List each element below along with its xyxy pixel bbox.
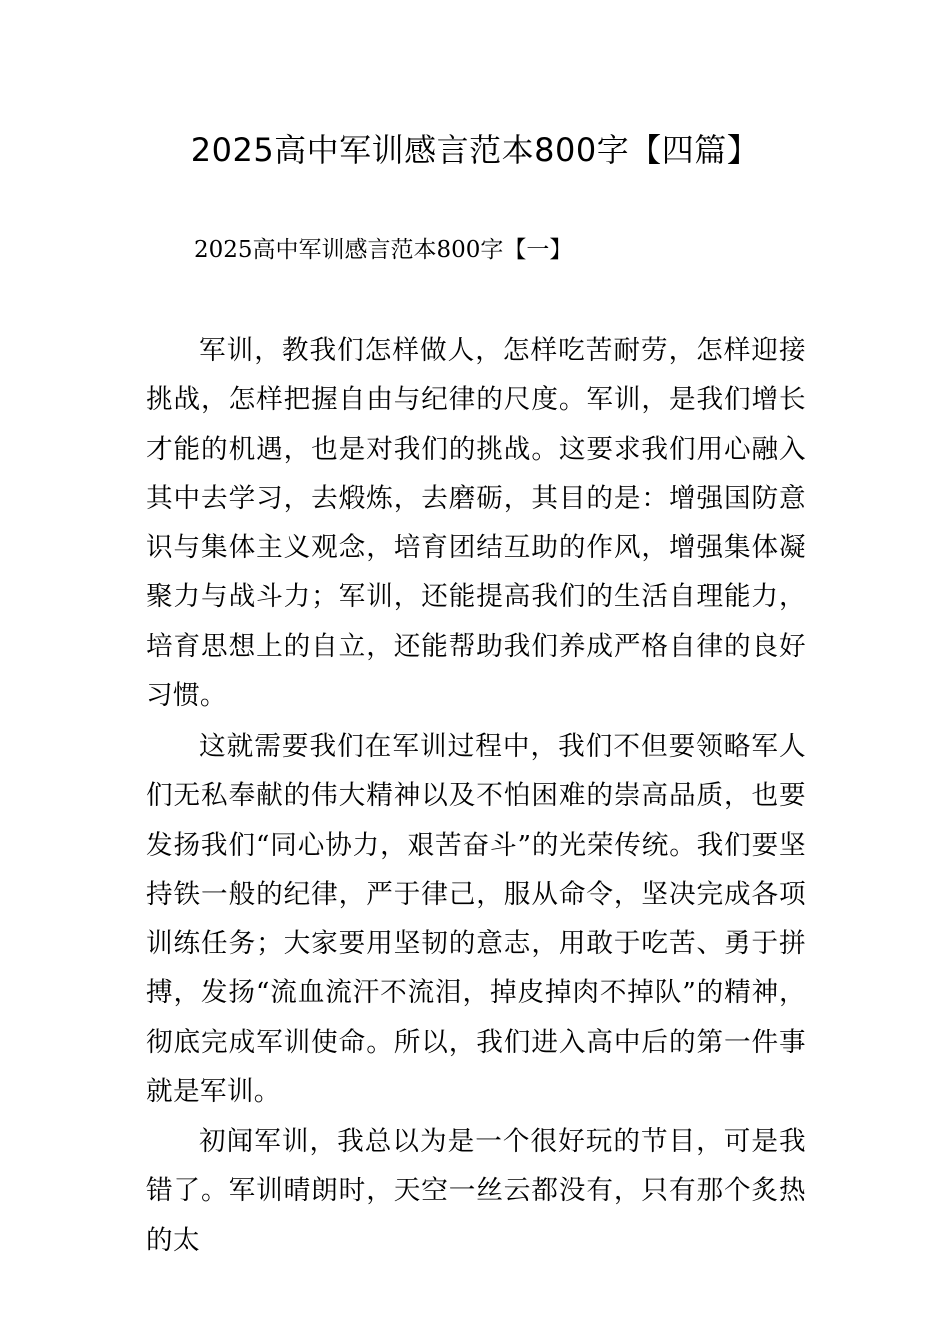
body-paragraph: 初闻军训，我总以为是一个很好玩的节目，可是我错了。军训晴朗时，天空一丝云都没有，只有那个炙热的太 xyxy=(146,1126,806,1256)
section-heading: 2025高中军训感言范本800字【一】 xyxy=(194,237,573,263)
body-paragraph: 这就需要我们在军训过程中，我们不但要领略军人们无私奉献的伟大精神以及不怕困难的崇高品质，也要发扬我们“同心协力，艰苦奋斗”的光荣传统。我们要坚持铁一般的纪律，严于律己，服从命令，坚决完成各项训练任务；大家要用坚韧的意志，用敢于吃苦、勇于拼搏，发扬“流血流汗不流泪，掉皮掉肉不掉队”的精神，彻底完成军训使命。所以，我们进入高中后的第一件事就是军训。 xyxy=(146,731,806,1108)
document-title: 2025高中军训感言范本800字【四篇】 xyxy=(190,131,760,169)
body-paragraph: 军训，教我们怎样做人，怎样吃苦耐劳，怎样迎接挑战，怎样把握自由与纪律的尺度。军训，是我们增长才能的机遇，也是对我们的挑战。这要求我们用心融入其中去学习，去煅炼，去磨砺，其目的是：增强国防意识与集体主义观念，培育团结互助的作风，增强集体凝聚力与战斗力；军训，还能提高我们的生活自理能力，培育思想上的自立，还能帮助我们养成严格自律的良好习惯。 xyxy=(146,335,806,712)
